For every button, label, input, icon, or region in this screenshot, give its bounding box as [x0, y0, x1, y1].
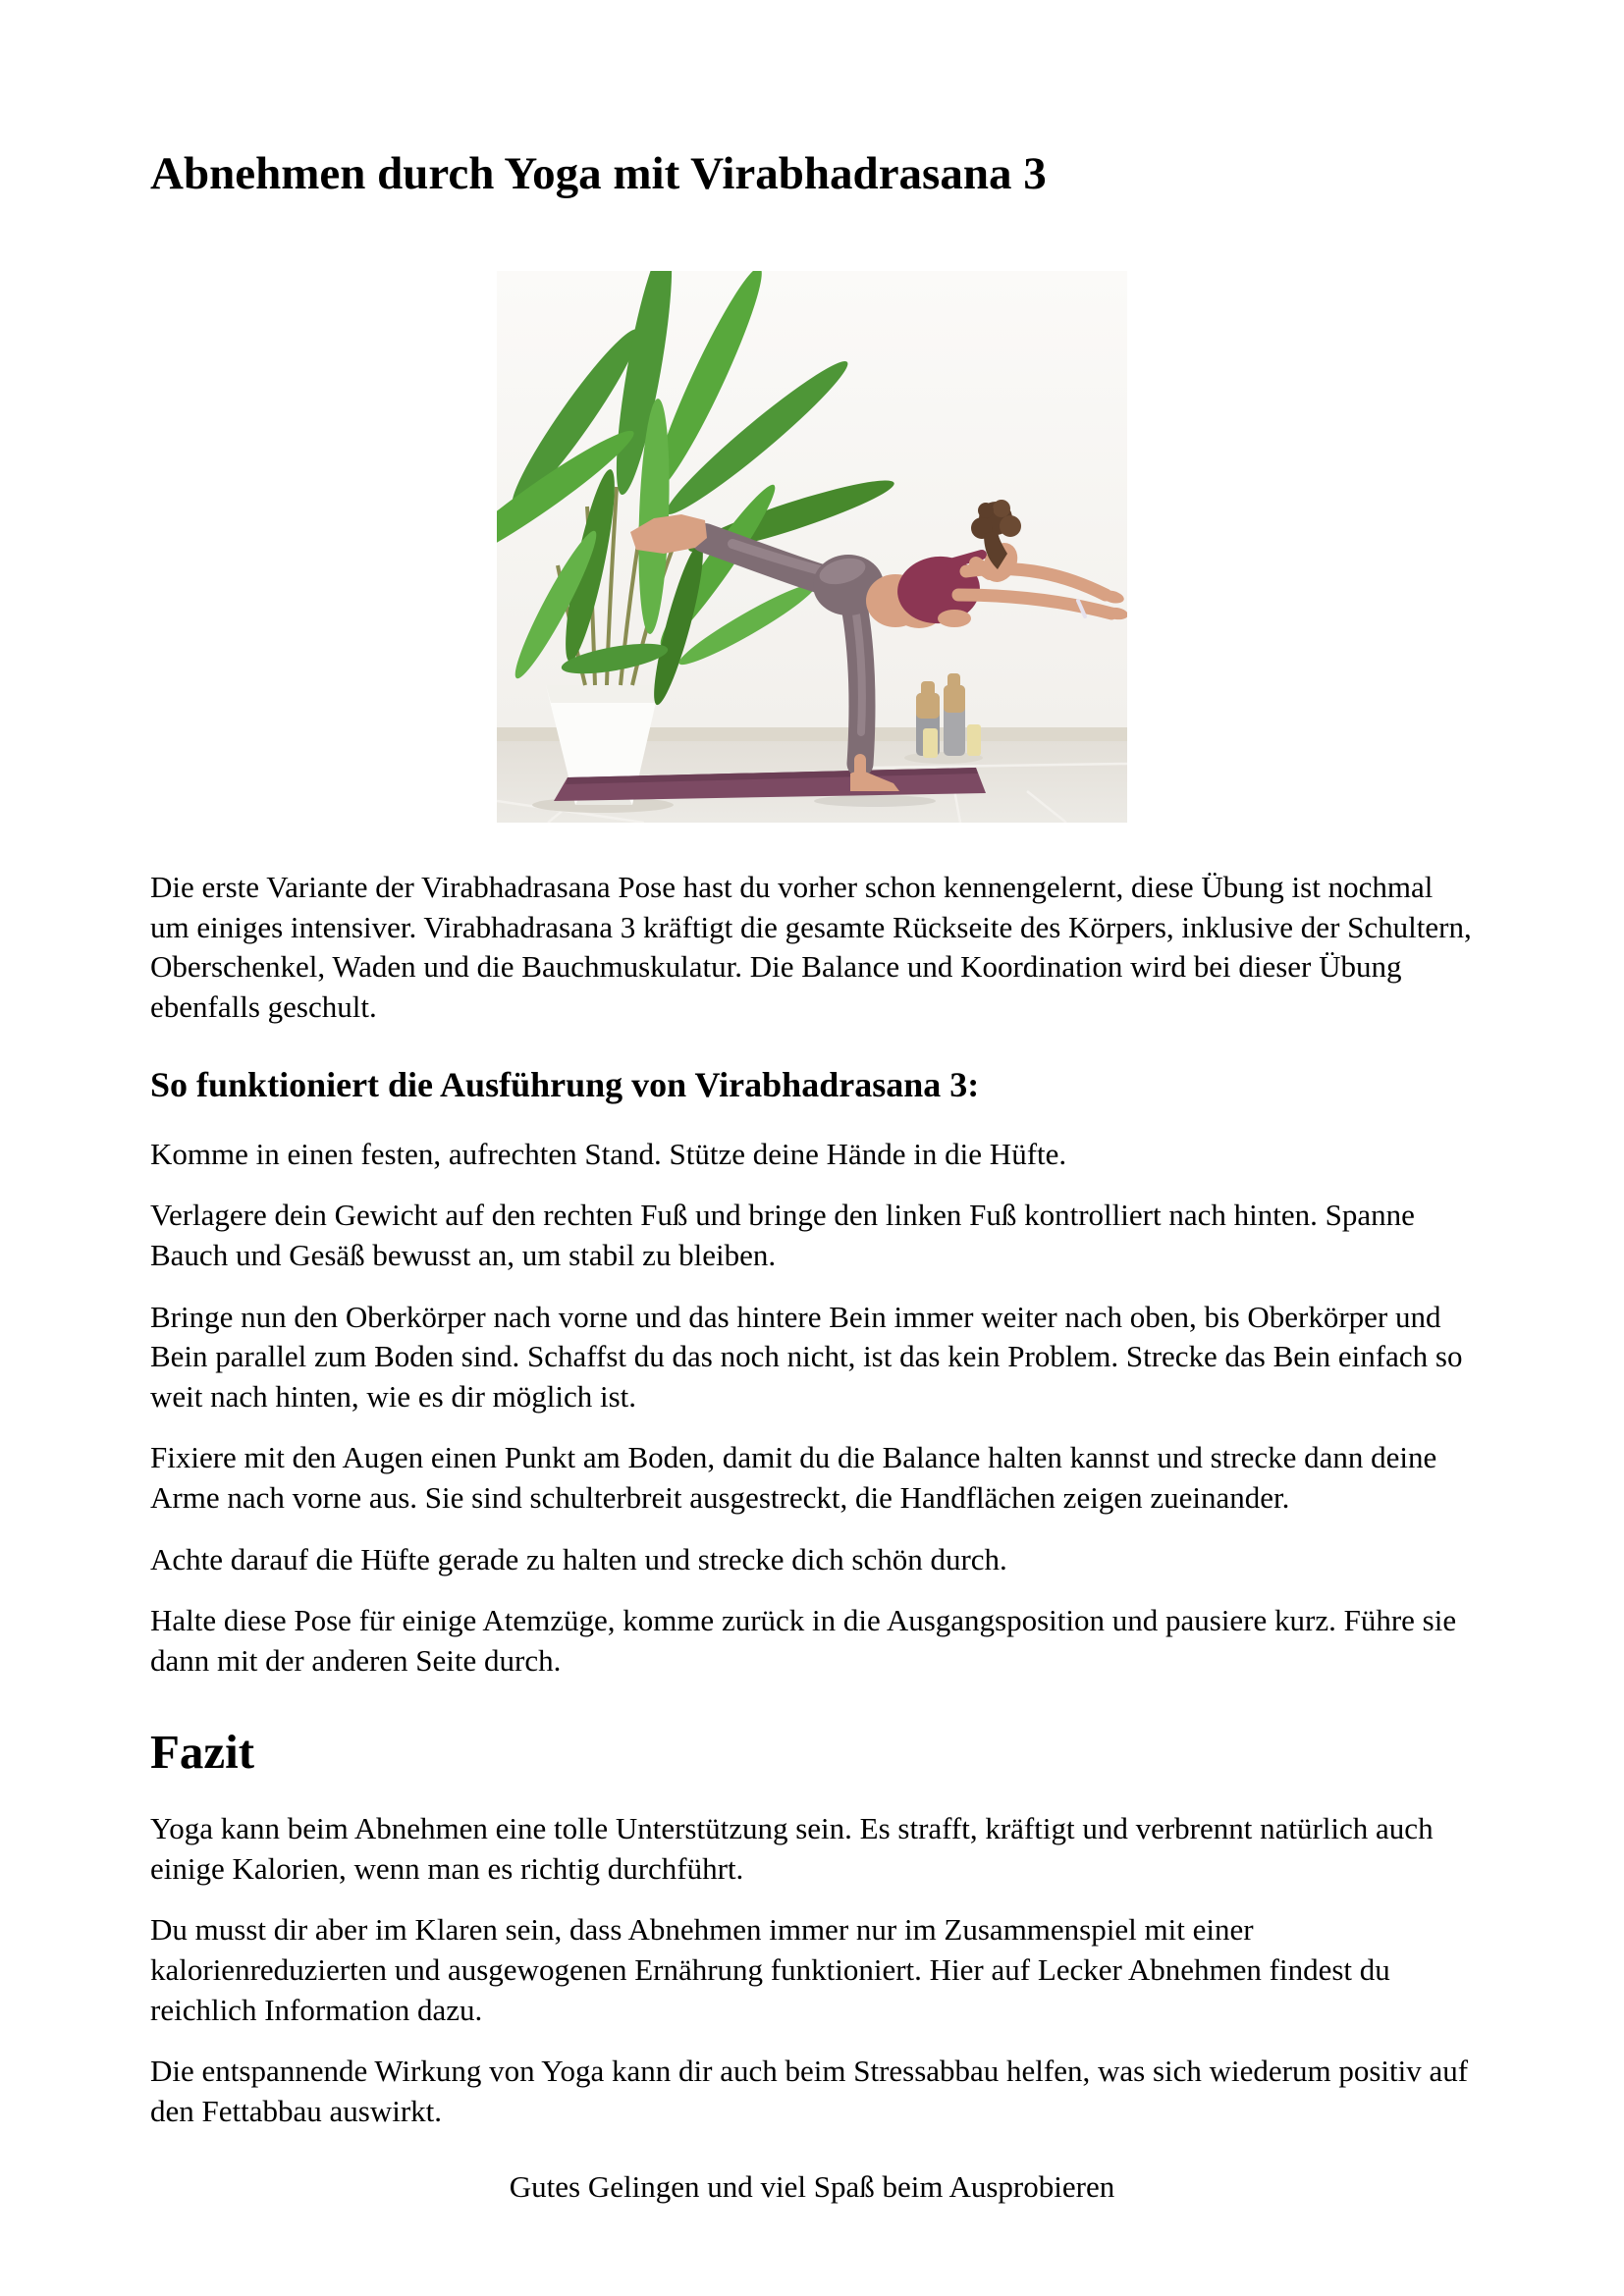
closing-line: Gutes Gelingen und viel Spaß beim Ausprobieren [509, 2168, 1115, 2204]
step-paragraph-5: Achte darauf die Hüfte gerade zu halten und strecke dich schön durch. [150, 1541, 1007, 1576]
yoga-pose-illustration [497, 271, 1127, 823]
step-paragraph-4: Fixiere mit den Augen einen Punkt am Boden, damit du die Balance halten kannst und strecke dann deine Arme nach vorne aus. Sie sind schulterbreit ausgestreckt, die Handflächen zeigen zueinander. [150, 1440, 1437, 1515]
fazit-paragraph-3: Die entspannende Wirkung von Yoga kann dir auch beim Stressabbau helfen, was sich wiederum positiv auf den Fettabbau auswirkt. [150, 2054, 1469, 2128]
step-paragraph-6: Halte diese Pose für einige Atemzüge, komme zurück in die Ausgangsposition und pausiere kurz. Führe sie dann mit der anderen Seite durch. [150, 1603, 1457, 1678]
body-shadow [814, 795, 936, 807]
intro-paragraph: Die erste Variante der Virabhadrasana Pose hast du vorher schon kennengelernt, diese Übung ist nochmal um einiges intensiver. Virabhadrasana 3 kräftigt die gesamte Rückseite des Körpers, inklusive der Schultern, Oberschenkel, Waden und die Bauchmuskulatur. Die Balance und Koordination wird bei dieser Übung ebenfalls geschult. [150, 870, 1472, 1024]
fazit-paragraph-1: Yoga kann beim Abnehmen eine tolle Unterstützung sein. Es strafft, kräftigt und verbrennt natürlich auch einige Kalorien, wenn man es richtig durchführt. [150, 1811, 1434, 1886]
step-paragraph-3: Bringe nun den Oberkörper nach vorne und das hintere Bein immer weiter nach oben, bis Oberkörper und Bein parallel zum Boden sind. Schaffst du das noch nicht, ist das kein Problem. Strecke das Bein einfach so weit nach hinten, wie es dir möglich ist. [150, 1299, 1463, 1414]
page-title: Abnehmen durch Yoga mit Virabhadrasana 3 [150, 148, 1047, 199]
fazit-paragraph-2: Du musst dir aber im Klaren sein, dass Abnehmen immer nur im Zusammenspiel mit einer kalorienreduzierten und ausgewogenen Ernährung funktioniert. Hier auf Lecker Abnehmen findest du reichlich Information dazu. [150, 1912, 1390, 2027]
howto-heading: So funktioniert die Ausführung von Virabhadrasana 3: [150, 1065, 980, 1105]
yoga-pose-photo [497, 271, 1127, 823]
step-paragraph-1: Komme in einen festen, aufrechten Stand. Stütze deine Hände in die Hüfte. [150, 1136, 1067, 1171]
step-paragraph-2: Verlagere dein Gewicht auf den rechten Fuß und bringe den linken Fuß kontrolliert nach hinten. Spanne Bauch und Gesäß bewusst an, um stabil zu bleiben. [150, 1198, 1415, 1272]
fazit-heading: Fazit [150, 1725, 255, 1780]
